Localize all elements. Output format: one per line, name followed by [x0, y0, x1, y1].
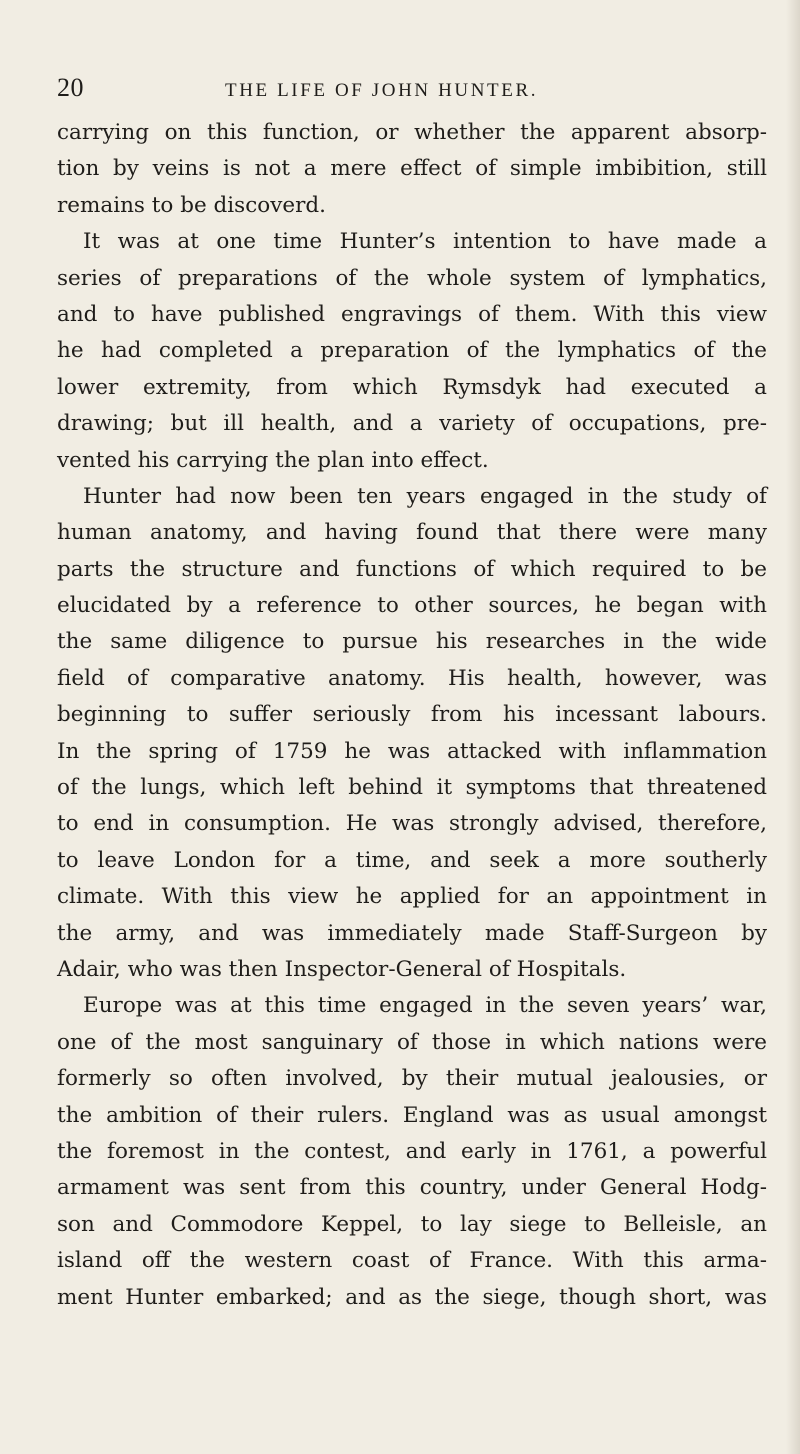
text-line: vented his carrying the plan into effect.	[57, 447, 489, 473]
page-edge-shadow	[786, 0, 800, 1454]
text-line: Adair, who was then Inspector-General of Hospitals.	[57, 956, 627, 982]
text-line: the same diligence to pursue his researches in the wide	[57, 629, 767, 655]
text-line: drawing; but ill health, and a variety of occupations, pre-	[57, 411, 767, 437]
text-line: armament was sent from this country, under General Hodg-	[57, 1175, 767, 1201]
text-line: Hunter had now been ten years engaged in the study of	[83, 483, 767, 509]
text-line: and to have published engravings of them. With this view	[57, 301, 767, 327]
text-line: one of the most sanguinary of those in which nations were	[57, 1029, 767, 1055]
text-line: parts the structure and functions of which required to be	[57, 556, 767, 582]
text-line: to end in consumption. He was strongly advised, therefore,	[57, 811, 767, 837]
text-line: island off the western coast of France. With this arma-	[57, 1248, 767, 1274]
text-line: ment Hunter embarked; and as the siege, though short, was	[57, 1284, 767, 1310]
page-number: 20	[57, 73, 84, 102]
text-line: son and Commodore Keppel, to lay siege to Belleisle, an	[57, 1211, 767, 1237]
text-line: the foremost in the contest, and early in 1761, a powerful	[57, 1138, 767, 1164]
text-line: elucidated by a reference to other sources, he began with	[57, 593, 767, 619]
text-line: formerly so often involved, by their mutual jealousies, or	[57, 1066, 767, 1092]
text-line: In the spring of 1759 he was attacked with inflammation	[57, 738, 767, 764]
running-title: THE LIFE OF JOHN HUNTER.	[225, 80, 539, 101]
text-line: of the lungs, which left behind it symptoms that threatened	[57, 775, 767, 801]
text-line: human anatomy, and having found that there were many	[57, 520, 767, 546]
text-line: remains to be discoverd.	[57, 192, 326, 218]
text-line: beginning to suffer seriously from his incessant labours.	[57, 702, 767, 728]
text-line: field of comparative anatomy. His health, however, was	[57, 665, 767, 691]
text-line: the ambition of their rulers. England was as usual amongst	[57, 1102, 767, 1128]
text-line: carrying on this function, or whether the apparent absorp-	[57, 120, 767, 145]
text-line: series of preparations of the whole system of lymphatics,	[57, 265, 767, 291]
text-line: to leave London for a time, and seek a more southerly	[57, 847, 767, 873]
text-line: It was at one time Hunter’s intention to have made a	[83, 229, 767, 255]
text-line: tion by veins is not a mere effect of simple imbibition, still	[57, 156, 767, 182]
text-line: lower extremity, from which Rymsdyk had executed a	[57, 374, 767, 400]
text-line: he had completed a preparation of the lymphatics of the	[57, 338, 767, 364]
text-line: climate. With this view he applied for an appointment in	[57, 884, 767, 910]
text-line: Europe was at this time engaged in the seven years’ war,	[83, 993, 767, 1019]
body-text	[57, 115, 767, 1316]
text-line: the army, and was immediately made Staff-Surgeon by	[57, 920, 767, 946]
